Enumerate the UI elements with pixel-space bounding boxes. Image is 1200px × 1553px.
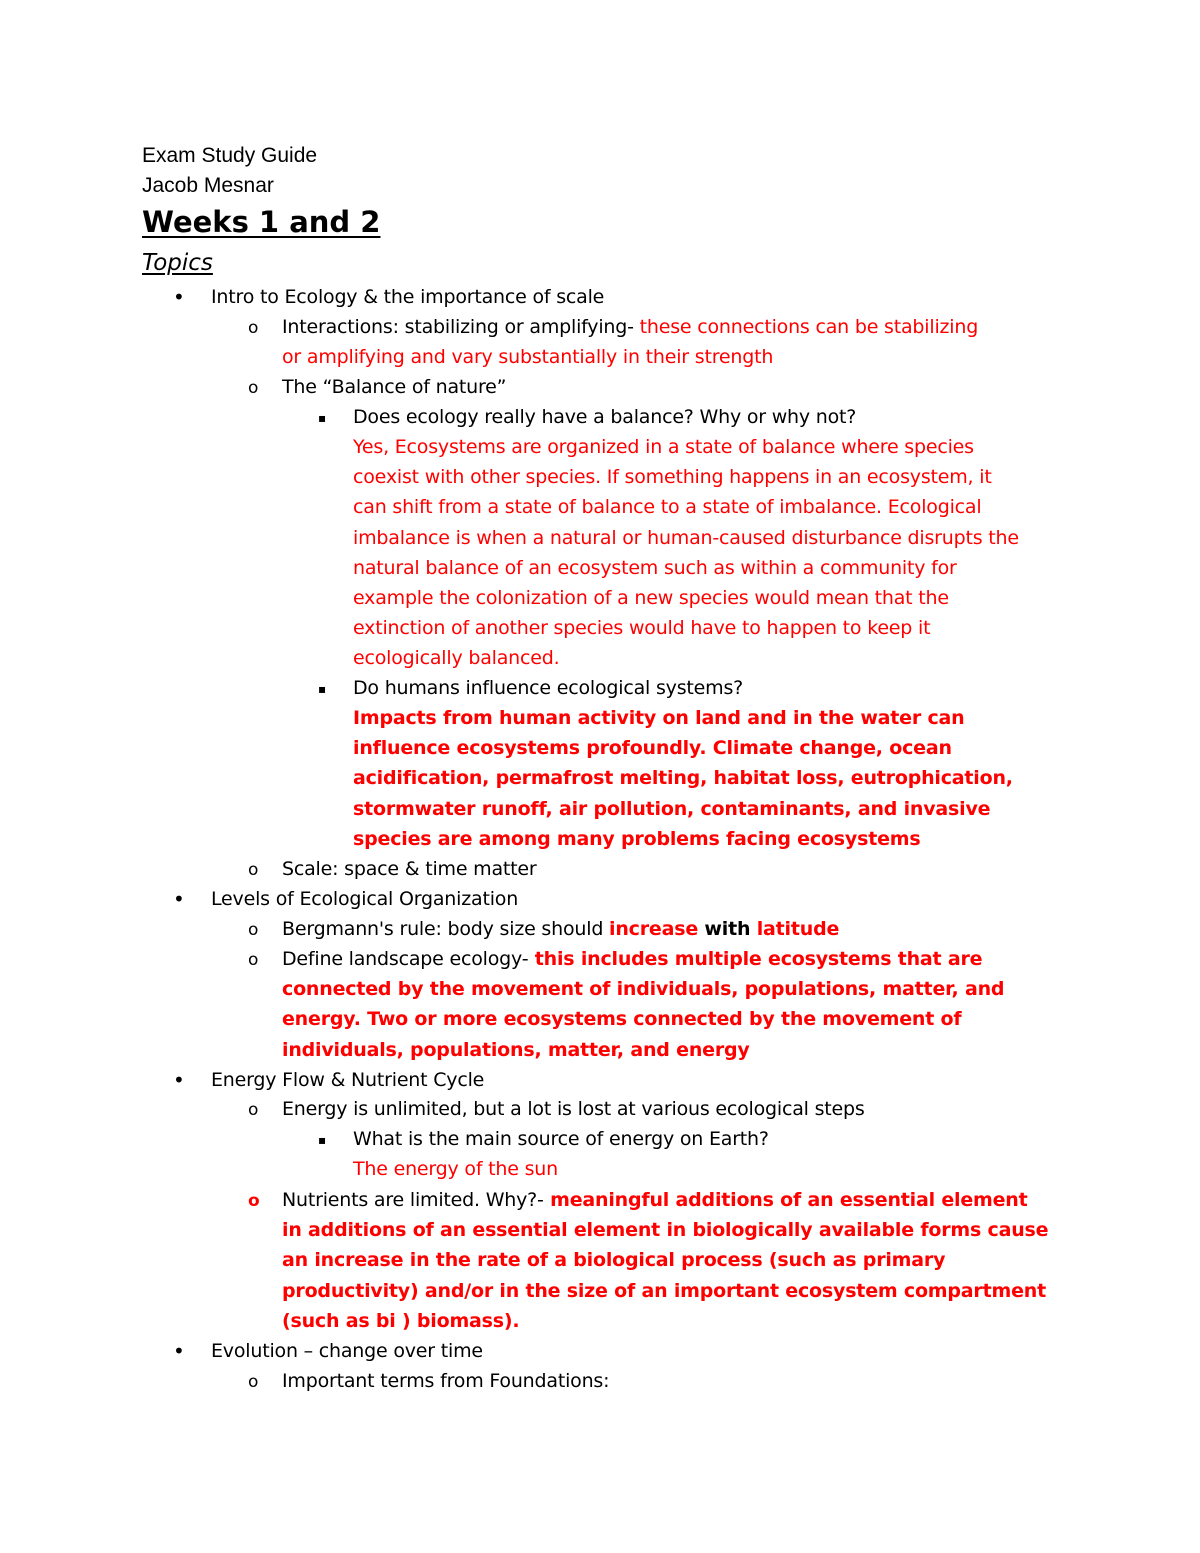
answer-line: species are among many problems facing ecosystems (353, 827, 921, 850)
circle-marker: o (248, 318, 259, 338)
humans-answer (353, 703, 1083, 854)
square-marker: ▪ (318, 682, 327, 696)
answer-line: Impacts from human activity on land and in the water can (353, 707, 965, 729)
landscape-item (282, 944, 1072, 1065)
topic-evolution: Evolution – change over time (211, 1340, 483, 1362)
square-marker: ▪ (318, 411, 327, 425)
scale-item: Scale: space & time matter (282, 858, 537, 880)
answer-line: in additions of an essential element in biologically available forms cause (282, 1219, 1049, 1242)
bergmann-item (282, 914, 1072, 944)
answer-line: imbalance is when a natural or human-caused disturbance disrupts the (353, 526, 1019, 549)
bergmann-label: Bergmann's rule: body size should (282, 918, 610, 940)
bergmann-increase: increase (609, 918, 699, 940)
answer-line: energy. Two or more ecosystems connected by the movement of (282, 1008, 962, 1031)
answer-line: Yes, Ecosystems are organized in a state of balance where species (353, 436, 974, 458)
bullet-marker: • (173, 1339, 185, 1363)
answer-line: example the colonization of a new species would mean that the (353, 587, 949, 610)
circle-marker: o (248, 1100, 259, 1120)
landscape-label: Define landscape ecology- (282, 948, 529, 970)
section-heading: Weeks 1 and 2 (142, 205, 381, 239)
answer-line: individuals, populations, matter, and energy (282, 1038, 750, 1061)
interactions-item (282, 312, 1072, 372)
answer-line: coexist with other species. If something happens in an ecosystem, it (353, 466, 992, 489)
square-marker: ▪ (318, 1133, 327, 1147)
energy-question: What is the main source of energy on Earth? (353, 1128, 769, 1150)
energy-unlimited-item: Energy is unlimited, but a lot is lost at various ecological steps (282, 1098, 865, 1120)
balance-question: Does ecology really have a balance? Why or why not? (353, 406, 857, 428)
landscape-answer: this includes multiple ecosystems that are (528, 948, 983, 970)
interactions-answer: these connections can be stabilizing (633, 316, 979, 338)
balance-item: The “Balance of nature” (282, 376, 507, 398)
circle-marker: o (248, 860, 259, 880)
circle-marker: o (248, 1191, 260, 1211)
answer-line: productivity) and/or in the size of an important ecosystem compartment (282, 1279, 1046, 1302)
document-title: Exam Study Guide (142, 144, 318, 167)
bullet-marker: • (173, 285, 185, 309)
bullet-marker: • (173, 1068, 185, 1092)
interactions-label: Interactions: stabilizing or amplifying- (282, 316, 634, 338)
answer-line: acidification, permafrost melting, habitat loss, eutrophication, (353, 767, 1013, 790)
author-name: Jacob Mesnar (142, 174, 274, 197)
humans-question: Do humans influence ecological systems? (353, 677, 744, 699)
answer-line: (such as bi ) biomass). (282, 1309, 520, 1332)
nutrients-answer: meaningful additions of an essential element (543, 1189, 1028, 1211)
circle-marker: o (248, 920, 259, 940)
circle-marker: o (248, 950, 259, 970)
answer-line: ecologically balanced. (353, 647, 560, 670)
bullet-marker: • (173, 887, 185, 911)
interactions-answer-cont: or amplifying and vary substantially in their strength (282, 346, 774, 369)
answer-line: stormwater runoff, air pollution, contaminants, and invasive (353, 797, 991, 820)
terms-item: Important terms from Foundations: (282, 1370, 610, 1392)
bergmann-latitude: latitude (756, 918, 840, 940)
topic-intro: Intro to Ecology & the importance of scale (211, 286, 605, 308)
topic-energy: Energy Flow & Nutrient Cycle (211, 1069, 485, 1091)
circle-marker: o (248, 378, 259, 398)
answer-line: connected by the movement of individuals, populations, matter, and (282, 978, 1005, 1001)
circle-marker: o (248, 1372, 259, 1392)
energy-answer: The energy of the sun (353, 1158, 558, 1180)
answer-line: influence ecosystems profoundly. Climate change, ocean (353, 737, 952, 760)
subsection-heading: Topics (142, 250, 213, 276)
nutrients-item (282, 1185, 1072, 1336)
topic-levels: Levels of Ecological Organization (211, 888, 519, 910)
answer-line: an increase in the rate of a biological process (such as primary (282, 1249, 946, 1272)
nutrients-label: Nutrients are limited. Why?- (282, 1189, 544, 1211)
answer-line: extinction of another species would have to happen to keep it (353, 617, 931, 640)
answer-line: can shift from a state of balance to a state of imbalance. Ecological (353, 496, 982, 519)
answer-line: natural balance of an ecosystem such as within a community for (353, 556, 957, 579)
balance-answer (353, 432, 1083, 674)
bergmann-with: with (698, 918, 757, 940)
